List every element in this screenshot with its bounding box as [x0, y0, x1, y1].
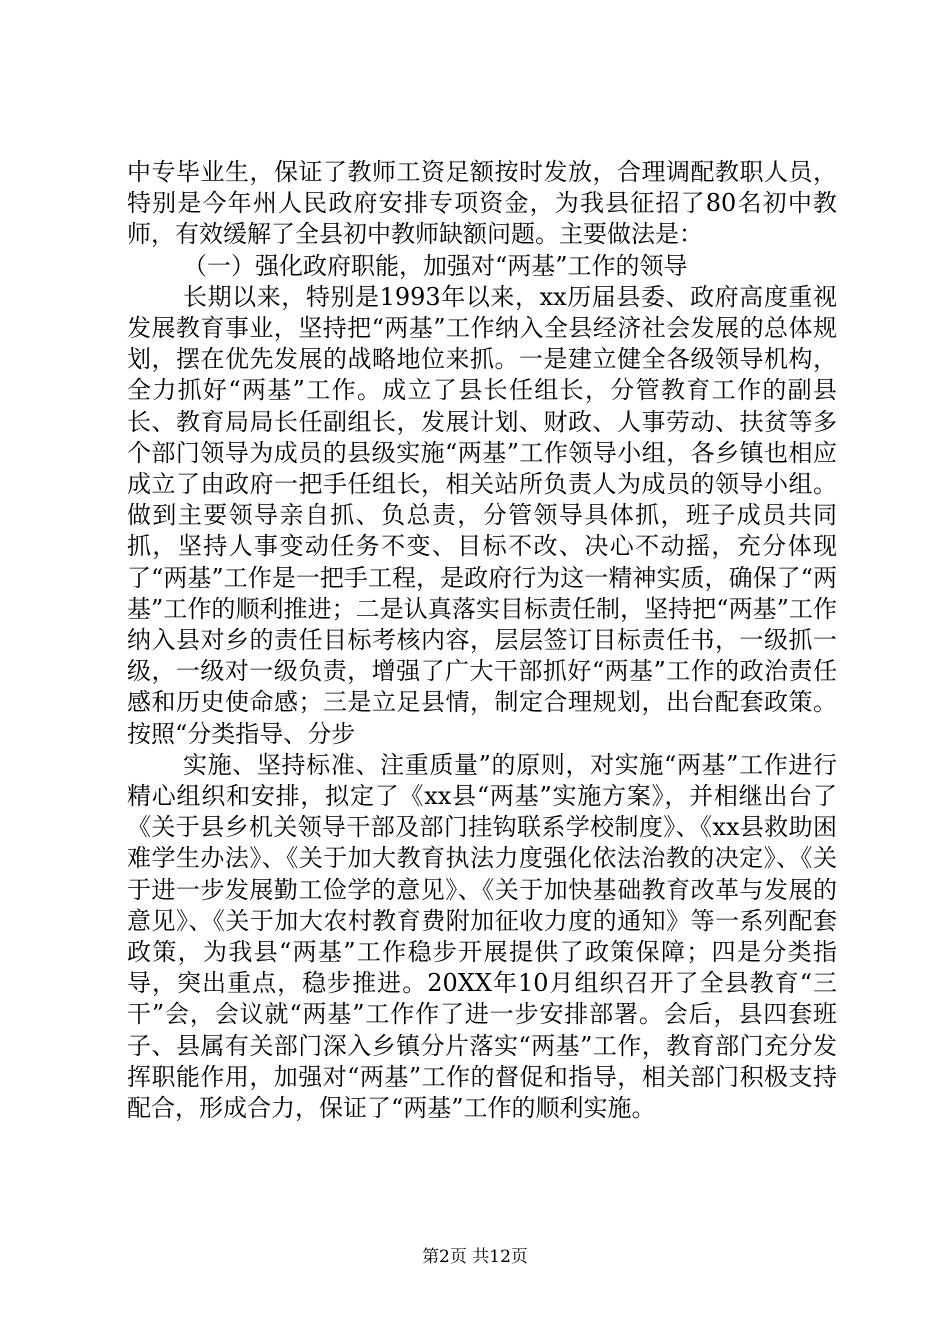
paragraph-continuation: 中专毕业生，保证了教师工资足额按时发放，合理调配教职人员，特别是今年州人民政府安排专项资金，为我县征招了80名初中教师，有效缓解了全县初中教师缺额问题。主要做法是：: [127, 158, 837, 249]
paragraph: 长期以来，特别是1993年以来，xx历届县委、政府高度重视发展教育事业，坚持把“两基”工作纳入全县经济社会发展的总体规划，摆在优先发展的战略地位来抓。一是建立健全各级领导机构，全力抓好“两基”工作。成立了县长任组长，分管教育工作的副县长、教育局局长任副组长，发展计划、财政、人事劳动、扶贫等多个部门领导为成员的县级实施“两基”工作领导小组，各乡镇也相应成立了由政府一把手任组长，相关站所负责人为成员的领导小组。做到主要领导亲自抓、负总责，分管领导具体抓，班子成员共同抓，坚持人事变动任务不变、目标不改、决心不动摇，充分体现了“两基”工作是一把手工程，是政府行为这一精神实质，确保了“两基”工作的顺利推进；二是认真落实目标责任制，坚持把“两基”工作纳入县对乡的责任目标考核内容，层层签订目标责任书，一级抓一级，一级对一级负责，增强了广大干部抓好“两基”工作的政治责任感和历史使命感；三是立足县情，制定合理规划，出台配套政策。按照“分类指导、分步: [127, 282, 837, 748]
document-body: [127, 157, 837, 1124]
section-heading: （一）强化政府职能，加强对“两基”工作的领导: [183, 251, 688, 280]
paragraph: 实施、坚持标准、注重质量”的原则，对实施“两基”工作进行精心组织和安排，拟定了《xx县“两基”实施方案》，并相继出台了《关于县乡机关领导干部及部门挂钩联系学校制度》、《xx县救助困难学生办法》、《关于加大教育执法力度强化依法治教的决定》、《关于进一步发展勤工俭学的意见》、《关于加快基础教育改革与发展的意见》、《关于加大农村教育费附加征收力度的通知》等一系列配套政策，为我县“两基”工作稳步开展提供了政策保障；四是分类指导，突出重点，稳步推进。20XX年10月组织召开了全县教育“三干”会，会议就“两基”工作作了进一步安排部署。会后，县四套班子、县属有关部门深入乡镇分片落实“两基”工作，教育部门充分发挥职能作用，加强对“两基”工作的督促和指导，相关部门积极支持配合，形成合力，保证了“两基”工作的顺利实施。: [127, 750, 837, 1123]
page-number-footer: 第2页 共12页: [422, 1247, 528, 1267]
